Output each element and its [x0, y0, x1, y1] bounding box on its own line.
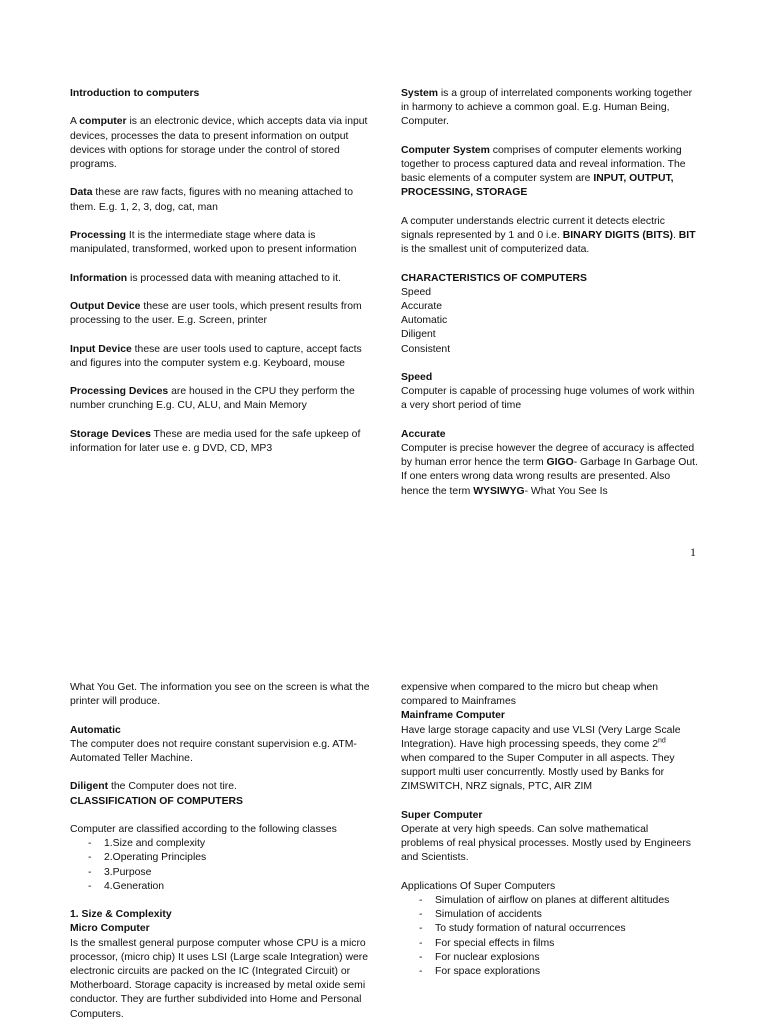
micro-heading: Micro Computer [70, 923, 150, 935]
automatic-section: Automatic The computer does not require constant supervision e.g. ATM-Automated Teller Machine. [70, 724, 357, 764]
accurate-section: Accurate Computer is precise however the degree of accuracy is affected by human error hence the term GIGO- Garbage In Garbage Out. If one enters wrong data wrong results are presented. Also hence the term WYSIWYG- What You See Is [401, 428, 698, 497]
applications-list [401, 894, 691, 979]
speed-heading: Speed [401, 372, 433, 383]
characteristic-item: Diligent [401, 329, 436, 341]
classification-intro: Computer are classified according to the following classes [70, 823, 337, 835]
data-definition: Data these are raw facts, figures with no meaning attached to them. E.g. 1, 2, 3, dog, cat, man [70, 187, 354, 213]
bits-paragraph: A computer understands electric current it detects electric signals represented by 1 and 0 i.e. BINARY DIGITS (BITS). BIT is the smallest unit of computerized data. [401, 215, 696, 256]
list-item: - For nuclear explosions [419, 951, 691, 965]
page2-left-column [70, 681, 370, 1022]
list-item: - 3.Purpose [88, 866, 370, 880]
storage-devices-definition: Storage Devices These are media used for the safe upkeep of information for later use e. g DVD, CD, MP3 [70, 428, 361, 454]
characteristic-item: Consistent [401, 343, 451, 355]
characteristics-block [401, 272, 699, 357]
classes-list [70, 837, 370, 894]
list-item: - Simulation of airflow on planes at different altitudes [419, 894, 691, 908]
system-definition: System is a group of interrelated components working together in harmony to achieve a common goal. E.g. Human Being, Computer. [401, 88, 693, 128]
accurate-heading: Accurate [401, 428, 446, 440]
computer-definition: A computer is an electronic device, which accepts data via input devices, processes the data to present information on output devices with options for storage under the control of stored programs. [70, 116, 368, 170]
page-break [0, 580, 768, 675]
super-computer-section: Super Computer Operate at very high speeds. Can solve mathematical problems of real physical processes. Mostly used by Engineers and Scientists. [401, 809, 691, 864]
output-device-definition: Output Device these are user tools, which present results from processing to the user. E.g. Screen, printer [70, 300, 362, 327]
mainframe-section: Mainframe Computer Have large storage capacity and use VLSI (Very Large Scale Integration). Have high processing speeds, they come 2nd when compared to the Super Computer in all aspects. They support multi user concurrently. Mostly used by Banks for ZIMSWITCH, NRZ signals, PTC, AIR ZIM [401, 710, 681, 793]
characteristic-item: Automatic [401, 315, 448, 327]
input-device-definition: Input Device these are user tools used to capture, accept facts and figures into the computer system e.g. Keyboard, mouse [70, 343, 362, 369]
list-item: - For space explorations [419, 965, 691, 979]
processing-definition: Processing It is the intermediate stage where data is manipulated, transformed, worked upon to present information [70, 229, 357, 256]
characteristics-heading: CHARACTERISTICS OF COMPUTERS [401, 272, 587, 284]
diligent-classification: Diligent the Computer does not tire. CLASSIFICATION OF COMPUTERS [70, 781, 243, 807]
list-item: - 1.Size and complexity [88, 837, 370, 851]
speed-section: Speed Computer is capable of processing huge volumes of work within a very short period of time [401, 372, 695, 412]
list-item: - Simulation of accidents [419, 908, 691, 922]
mainframe-heading: Mainframe Computer [401, 710, 505, 722]
page-number: 1 [690, 545, 696, 559]
information-definition: Information is processed data with meaning attached to it. [70, 272, 341, 284]
list-item: - To study formation of natural occurrences [419, 922, 691, 936]
classification-heading: CLASSIFICATION OF COMPUTERS [70, 795, 243, 807]
page1-right-column [401, 87, 699, 499]
super-heading: Super Computer [401, 809, 483, 821]
applications-heading: Applications Of Super Computers [401, 880, 556, 892]
size-complexity-section: 1. Size & Complexity Micro Computer Is the smallest general purpose computer whose CPU is a micro processor, (micro chip) It uses LSI (Large scale Integration) were electronic circuits are packed on the IC (Integrated Circuit) or Motherboard. Storage capacity is increased by metal oxide semi conductor. They are further subdivided into Home and Personal Computers. [70, 909, 368, 1020]
characteristic-item: Speed [401, 286, 432, 298]
computer-system-definition: Computer System comprises of computer elements working together to process captured data and reveal information. The basic elements of a computer system are INPUT, OUTPUT, PROCESSING, STORAGE [401, 144, 686, 199]
list-item: - 2.Operating Principles [88, 851, 370, 865]
processing-devices-definition: Processing Devices are housed in the CPU they perform the number crunching E.g. CU, ALU, and Main Memory [70, 386, 355, 412]
size-heading: 1. Size & Complexity [70, 909, 172, 921]
list-item: - 4.Generation [88, 880, 370, 894]
doc-title: Introduction to computers [70, 88, 200, 99]
automatic-heading: Automatic [70, 724, 121, 736]
list-item: - For special effects in films [419, 937, 691, 951]
page2-right-column [401, 681, 691, 993]
page1-left-column [70, 87, 370, 470]
minicomputer-continued: expensive when compared to the micro but cheap when compared to Mainframes [401, 682, 659, 708]
wysiwyg-continued: What You Get. The information you see on the screen is what the printer will produce. [70, 682, 370, 708]
characteristic-item: Accurate [401, 301, 443, 312]
